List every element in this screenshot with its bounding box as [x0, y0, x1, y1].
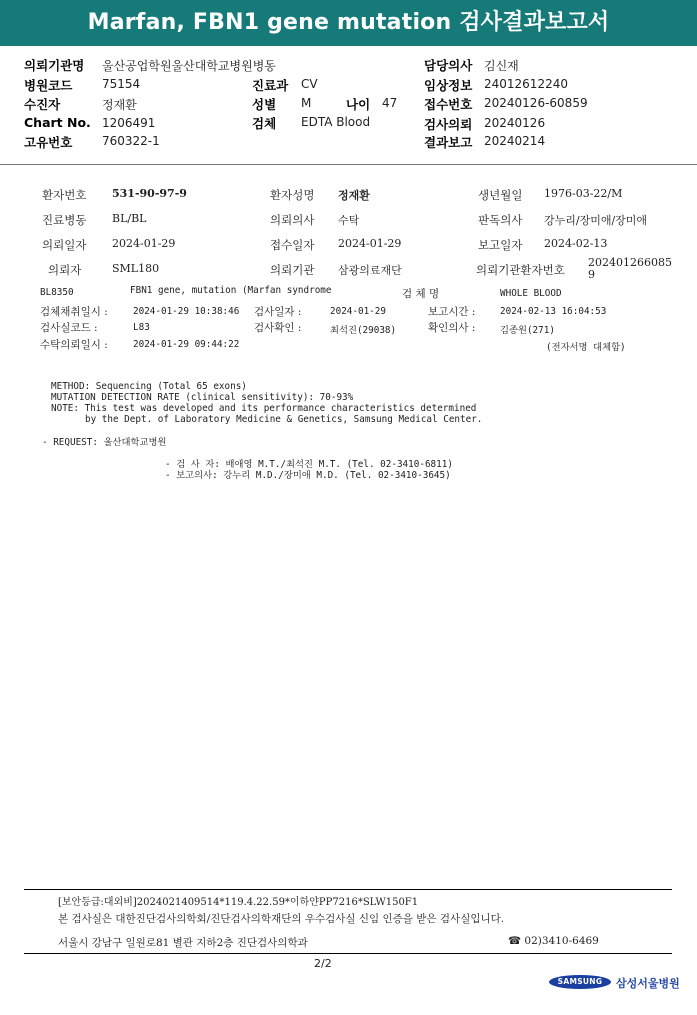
req-doctor-label: 의뢰의사 — [270, 213, 315, 227]
lab-code-label: 검사실코드 : — [40, 322, 98, 334]
note-line-2: by the Dept. of Laboratory Medicine & Genetics, Samsung Medical Center. — [85, 414, 483, 425]
test-request-value: 20240126 — [484, 116, 546, 130]
unique-id-label: 고유번호 — [24, 135, 73, 150]
accept-label: 수탁의뢰일시 : — [40, 339, 108, 351]
report-date-label: 보고일자 — [478, 238, 523, 252]
req-date-value: 2024-01-29 — [112, 237, 176, 250]
patient-no-value: 531-90-97-9 — [112, 187, 187, 200]
dept-value: CV — [301, 77, 318, 91]
title-banner — [0, 0, 697, 46]
dob-label: 생년월일 — [478, 188, 523, 202]
report-title: Marfan, FBN1 gene mutation 검사결과보고서 — [87, 10, 610, 35]
patient-name-value: 정재환 — [338, 189, 370, 202]
ward-value: BL/BL — [112, 212, 147, 225]
request-line: - REQUEST: 울산대학교병원 — [42, 437, 167, 448]
test-request-label: 검사의뢰 — [424, 117, 473, 132]
sex-label: 성별 — [252, 97, 277, 112]
chart-no-label: Chart No. — [24, 115, 91, 130]
note-line-1: NOTE: This test was developed and its performance characteristics determined — [51, 403, 477, 414]
accept-value: 2024-01-29 09:44:22 — [133, 339, 240, 350]
ward-label: 진료병동 — [42, 213, 87, 227]
page-number: 2/2 — [314, 957, 332, 970]
footer-bottom-divider — [24, 953, 672, 954]
sex-value: M — [301, 96, 312, 110]
reading-doctor-label: 판독의사 — [478, 213, 523, 227]
patient-name-label: 환자성명 — [270, 188, 315, 202]
confirm-doctor-value: 김종원(271) — [500, 325, 555, 336]
test-name: FBN1 gene, mutation (Marfan syndrome — [130, 285, 332, 296]
req-doctor-value: 수탁 — [338, 214, 360, 227]
samsung-logo: SAMSUNG — [549, 975, 611, 989]
collector-value: 정재환 — [102, 98, 137, 112]
institution-label: 의뢰기관명 — [24, 58, 85, 73]
hospital-code-label: 병원코드 — [24, 78, 73, 93]
doctor-value: 김신재 — [484, 59, 519, 73]
institution-value: 울산공업학원울산대학교병원병동 — [102, 59, 276, 73]
req-inst-label: 의뢰기관 — [270, 263, 315, 277]
report-date-value: 2024-02-13 — [544, 237, 608, 250]
unique-id-value: 760322-1 — [102, 134, 160, 148]
patient-no-label: 환자번호 — [42, 188, 87, 202]
doctor-label: 담당의사 — [424, 58, 473, 73]
receipt-no-value: 20240126-60859 — [484, 96, 588, 110]
report-time-label: 보고시간 : — [428, 306, 476, 318]
test-date-value: 2024-01-29 — [330, 306, 386, 317]
hospital-code-value: 75154 — [102, 77, 141, 91]
method-line: METHOD: Sequencing (Total 65 exons) — [51, 381, 247, 392]
reading-doctor-value: 강누리/장미애/장미애 — [544, 214, 648, 227]
confirm-value: 최석진(29038) — [330, 325, 397, 336]
reporter-line: - 보고의사: 강누리 M.D./장미애 M.D. (Tel. 02-3410-3645) — [165, 470, 451, 481]
result-report-label: 결과보고 — [424, 135, 473, 150]
req-date-label: 의뢰일자 — [42, 238, 87, 252]
hospital-name: 삼성서울병원 — [616, 977, 680, 990]
specimen-name-label: 검 체 명 — [402, 288, 440, 300]
rate-line: MUTATION DETECTION RATE (clinical sensitivity): 70-93% — [51, 392, 354, 403]
req-inst-patient-value: 202401266085 — [588, 256, 672, 269]
requester-label: 의뢰자 — [48, 263, 82, 277]
dob-value: 1976-03-22/M — [544, 187, 623, 200]
req-inst-value: 삼광의료재단 — [338, 264, 402, 277]
clinical-info-label: 임상정보 — [424, 78, 473, 93]
test-code: BL8350 — [40, 287, 74, 298]
clinical-info-value: 24012612240 — [484, 77, 568, 91]
tester-line: - 검 사 자: 배애영 M.T./최석진 M.T. (Tel. 02-3410-6811) — [165, 459, 453, 470]
receipt-date-label: 접수일자 — [270, 238, 315, 252]
address-line: 서울시 강남구 일원로81 별관 지하2층 진단검사의학과 — [58, 937, 308, 949]
header-divider — [0, 164, 697, 165]
test-date-label: 검사일자 : — [254, 306, 302, 318]
confirm-label: 검사확인 : — [254, 322, 302, 334]
specimen-value: EDTA Blood — [301, 115, 371, 129]
receipt-date-value: 2024-01-29 — [338, 237, 402, 250]
chart-no-value: 1206491 — [102, 116, 156, 130]
receipt-no-label: 접수번호 — [424, 97, 473, 112]
requester-value: SML180 — [112, 262, 160, 275]
dept-label: 진료과 — [252, 78, 289, 93]
lab-code-value: L83 — [133, 322, 150, 333]
specimen-name-value: WHOLE BLOOD — [500, 288, 562, 299]
phone-line: ☎ 02)3410-6469 — [508, 935, 599, 947]
footer-divider — [24, 889, 672, 890]
collect-label: 검체채취일시 : — [40, 306, 108, 318]
req-inst-patient-value-cont: 9 — [588, 268, 595, 281]
esign-note: (전자서명 대체함) — [546, 342, 626, 353]
age-label: 나이 — [346, 97, 371, 112]
security-line: [보안등급:대외비]2024021409514*119.4.22.59*이하얀PP7216*SLW150F1 — [58, 897, 419, 908]
specimen-label: 검체 — [252, 116, 277, 131]
cert-line: 본 검사실은 대한진단검사의학회/진단검사의학재단의 우수검사실 신임 인증을 받은 검사실입니다. — [58, 913, 505, 925]
collector-label: 수진자 — [24, 97, 61, 112]
collect-value: 2024-01-29 10:38:46 — [133, 306, 240, 317]
confirm-doctor-label: 확인의사 : — [428, 322, 476, 334]
result-report-value: 20240214 — [484, 134, 546, 148]
req-inst-patient-label: 의뢰기관환자번호 — [476, 263, 565, 277]
age-value: 47 — [382, 96, 398, 110]
report-time-value: 2024-02-13 16:04:53 — [500, 306, 607, 317]
